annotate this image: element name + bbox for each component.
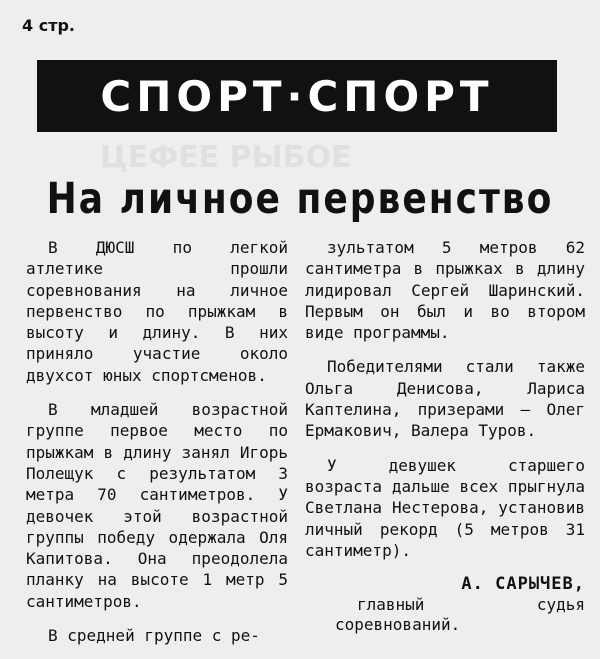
paragraph: В ДЮСШ по легкой атлетике прошли соревнования на личное первенство по прыжкам в высоту и длину. В них приняло участие около двухсот юных спортсменов.	[26, 238, 288, 385]
author-role: главный судья соревнований.	[335, 595, 585, 635]
article-column-right	[305, 237, 585, 648]
paragraph: В младшей возрастной группе первое место по прыжкам в длину занял Игорь Полещук с результатом 3 метра 70 сантиметров. У девочек этой возрастной группы победу одержала Оля Капитова. Она преодолела планку на высоте 1 метр 5 сантиметров.	[26, 400, 288, 611]
page-number: 4 стр.	[22, 16, 75, 35]
article-headline: На личное первенство	[46, 175, 554, 224]
paragraph: Победителями стали также Ольга Денисова, Лариса Каптелина, призерами — Олег Ермакович, Валера Туров.	[305, 357, 585, 441]
paragraph: зультатом 5 метров 62 сантиметра в прыжках в длину лидировал Сергей Шаринский. Первым он был и во втором виде программы.	[305, 238, 585, 343]
author-name: А. САРЫЧЕВ,	[461, 574, 585, 595]
paragraph: У девушек старшего возраста дальше всех прыгнула Светлана Нестерова, установив личный рекорд (5 метров 31 сантиметр).	[305, 455, 585, 560]
paragraph: В средней группе с ре-	[48, 626, 260, 646]
article-column-left	[26, 237, 288, 659]
section-banner: СПОРТ·СПОРТ	[37, 60, 557, 132]
bleed-through-text: ЦЕФЕЕ РЫБОЕ	[100, 140, 352, 175]
